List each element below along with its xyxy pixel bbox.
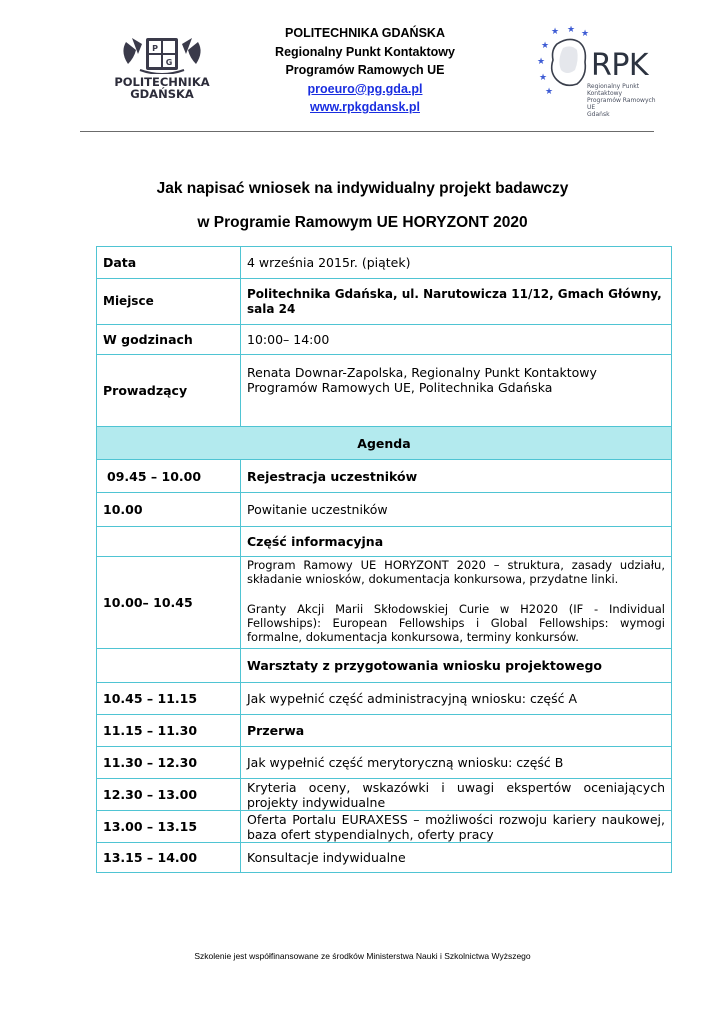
pg-logo-line1: POLITECHNIKA bbox=[114, 75, 210, 89]
agenda-time: 11.30 – 12.30 bbox=[97, 747, 241, 779]
agenda-item: Przerwa bbox=[241, 715, 672, 747]
agenda-time: 11.15 – 11.30 bbox=[97, 715, 241, 747]
svg-text:★: ★ bbox=[544, 86, 554, 96]
agenda-time: 13.15 – 14.00 bbox=[97, 843, 241, 873]
agenda-row bbox=[97, 683, 672, 715]
agenda-row bbox=[97, 747, 672, 779]
place-label: Miejsce bbox=[97, 279, 241, 325]
agenda-row bbox=[97, 460, 672, 493]
agenda-header-row bbox=[97, 427, 672, 460]
info-row-date bbox=[97, 247, 672, 279]
email-link[interactable]: proeuro@pg.gda.pl bbox=[307, 81, 423, 96]
date-value: 4 września 2015r. (piątek) bbox=[241, 247, 672, 279]
agenda-time: 13.00 – 13.15 bbox=[97, 811, 241, 843]
hours-label: W godzinach bbox=[97, 325, 241, 355]
agenda-time bbox=[97, 527, 241, 557]
svg-text:★: ★ bbox=[536, 56, 546, 66]
info-row-host bbox=[97, 355, 672, 427]
agenda-time: 10.00 bbox=[97, 493, 241, 527]
website-link[interactable]: www.rpkgdansk.pl bbox=[310, 100, 420, 114]
svg-text:★: ★ bbox=[540, 40, 550, 50]
document-title bbox=[0, 172, 725, 240]
agenda-row bbox=[97, 557, 672, 649]
agenda-item bbox=[241, 557, 672, 649]
info-row-hours bbox=[97, 325, 672, 355]
svg-text:★: ★ bbox=[580, 28, 590, 38]
agenda-item: Powitanie uczestników bbox=[241, 493, 672, 527]
agenda-time: 10.45 – 11.15 bbox=[97, 683, 241, 715]
footer-note: Szkolenie jest współfinansowane ze środków Ministerstwa Nauki i Szkolnictwa Wyższego bbox=[194, 951, 531, 961]
agenda-section-workshop: Warsztaty z przygotowania wniosku projektowego bbox=[241, 649, 672, 683]
title-line1: Jak napisać wniosek na indywidualny projekt badawczy bbox=[156, 180, 569, 197]
svg-text:★: ★ bbox=[566, 26, 576, 34]
agenda-item: Rejestracja uczestników bbox=[241, 460, 672, 493]
agenda-item: Kryteria oceny, wskazówki i uwagi ekspertów oceniających projekty indywidualne bbox=[241, 779, 672, 811]
agenda-row bbox=[97, 811, 672, 843]
agenda-heading: Agenda bbox=[97, 427, 672, 460]
info-row-place bbox=[97, 279, 672, 325]
rpk-sub-line2: Programów Ramowych UE bbox=[587, 97, 656, 111]
hours-value: 10:00– 14:00 bbox=[241, 325, 672, 355]
pg-logo bbox=[112, 34, 212, 100]
header-institution: POLITECHNIKA GDAŃSKA bbox=[285, 26, 445, 40]
agenda-time bbox=[97, 649, 241, 683]
agenda-row bbox=[97, 527, 672, 557]
svg-text:P: P bbox=[152, 44, 158, 53]
agenda-item-paragraph: Program Ramowy UE HORYZONT 2020 – struktura, zasady udziału, składanie wniosków, dokumentacja konkursowa, przydatne linki. bbox=[247, 558, 665, 586]
agenda-row bbox=[97, 649, 672, 683]
header-divider bbox=[80, 131, 654, 132]
pg-logo-line2: GDAŃSKA bbox=[130, 87, 194, 101]
rpk-logo bbox=[535, 26, 660, 118]
rpk-subtitle bbox=[587, 83, 657, 118]
rpk-map-stars-icon bbox=[535, 26, 595, 106]
place-value: Politechnika Gdańska, ul. Narutowicza 11/12, Gmach Główny, sala 24 bbox=[241, 279, 672, 325]
agenda-time: 09.45 – 10.00 bbox=[97, 460, 241, 493]
agenda-time: 12.30 – 13.00 bbox=[97, 779, 241, 811]
agenda-item: Konsultacje indywidualne bbox=[241, 843, 672, 873]
agenda-row bbox=[97, 779, 672, 811]
header-programme: Programów Ramowych UE bbox=[285, 63, 445, 77]
svg-text:★: ★ bbox=[550, 26, 560, 36]
title-line2: w Programie Ramowym UE HORYZONT 2020 bbox=[197, 214, 528, 231]
host-label: Prowadzący bbox=[97, 355, 241, 427]
date-label: Data bbox=[97, 247, 241, 279]
rpk-sub-line3: Gdańsk bbox=[587, 111, 610, 118]
paragraph-spacer bbox=[247, 586, 665, 602]
agenda-item-paragraph: Granty Akcji Marii Skłodowskiej Curie w H2020 (IF - Individual Fellowships): European Fellowships i Global Fellowships: wymogi formalne, dokumentacja konkursowa, terminy konkursów. bbox=[247, 602, 665, 644]
host-value: Renata Downar-Zapolska, Regionalny Punkt Kontaktowy Programów Ramowych UE, Politechnika Gdańska bbox=[241, 355, 672, 427]
agenda-time: 10.00– 10.45 bbox=[97, 557, 241, 649]
svg-text:G: G bbox=[165, 58, 173, 67]
svg-text:★: ★ bbox=[538, 72, 548, 82]
agenda-section-info: Część informacyjna bbox=[241, 527, 672, 557]
pg-crest-icon bbox=[120, 34, 204, 74]
header-center bbox=[225, 24, 505, 117]
agenda-item: Jak wypełnić część merytoryczną wniosku: część B bbox=[241, 747, 672, 779]
schedule-table bbox=[96, 246, 672, 873]
rpk-title: RPK bbox=[591, 48, 649, 83]
agenda-row bbox=[97, 715, 672, 747]
agenda-item: Jak wypełnić część administracyjną wniosku: część A bbox=[241, 683, 672, 715]
agenda-item: Oferta Portalu EURAXESS – możliwości rozwoju kariery naukowej, baza ofert stypendialnych, oferty pracy bbox=[241, 811, 672, 843]
rpk-sub-line1: Regionalny Punkt Kontaktowy bbox=[587, 83, 640, 97]
header-office: Regionalny Punkt Kontaktowy bbox=[275, 44, 455, 59]
agenda-row bbox=[97, 843, 672, 873]
agenda-row bbox=[97, 493, 672, 527]
